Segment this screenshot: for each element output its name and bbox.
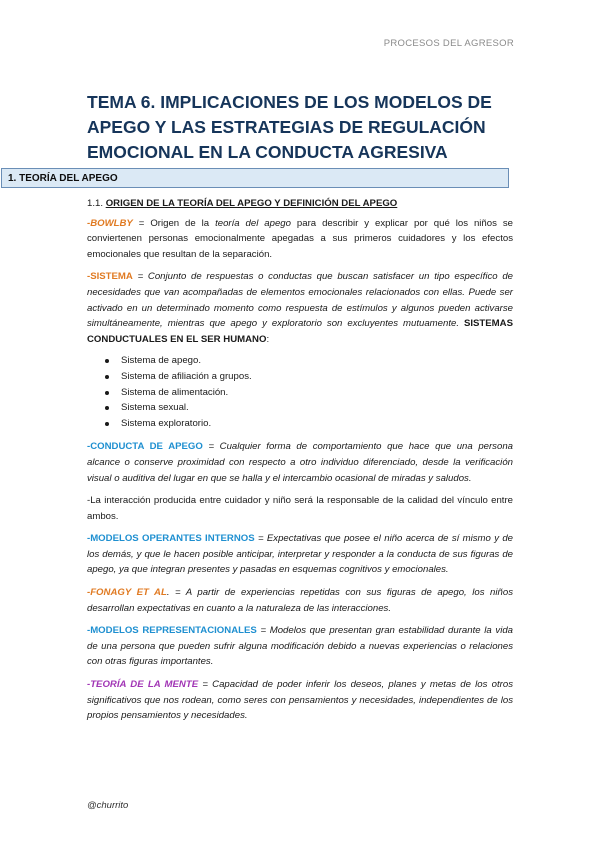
paragraph-teoria-mente [87, 677, 513, 724]
bowlby-text: para describir y explicar por qué los niños se conviertenen personas emocionalmente apegadas a sus primeros cuidadores y los efectos emocionales que resultan de la separación. [87, 217, 513, 260]
page-title: TEMA 6. IMPLICACIONES DE LOS MODELOS DE APEGO Y LAS ESTRATEGIAS DE REGULACIÓN EMOCIONAL EN LA CONDUCTA AGRESIVA [87, 92, 492, 162]
paragraph-modelos-operantes [87, 531, 513, 578]
list-item: Sistema de afiliación a grupos. [121, 369, 513, 385]
paragraph-sistema [87, 269, 513, 347]
bowlby-pre: = Origen de la [132, 217, 216, 229]
modelos-operantes-text: = Expectativas que posee el niño acerca de sí mismo y de los demás, y que le hacen posible anticipar, interpretar y responder a la conducta de sus figuras de apego, ya que integran presentes y pasadas en esquemas cognitivos y emocionales. [87, 533, 513, 576]
term-teoria-mente: -TEORÍA DE LA MENTE [87, 679, 199, 691]
fonagy-text: . = A partir de experiencias repetidas con sus figuras de apego, los niños desarrollan expectativas en cuanto a la naturaleza de las interacciones. [87, 587, 513, 614]
section-heading: 1. TEORÍA DEL APEGO [1, 168, 509, 188]
document-body [87, 196, 513, 731]
term-modelos-representacionales: -MODELOS REPRESENTACIONALES [87, 625, 257, 637]
systems-list [87, 353, 513, 431]
bowlby-emphasis: teoría del apego [215, 217, 291, 229]
subsection-number: 1.1. [87, 198, 104, 209]
conducta-text: = Cualquier forma de comportamiento que hace que una persona alcance o conserve proximidad con respecto a otro individuo diferenciado, desde la verificación visual o auditiva del lugar en que se halla y el intercambio ocasional de miradas y saludos. [87, 441, 513, 484]
paragraph-modelos-representacionales [87, 623, 513, 670]
term-sistema: -SISTEMA [87, 271, 133, 283]
teoria-mente-text: = Capacidad de poder inferir los deseos, planes y metas de los otros significativos que nos rodean, como seres con pensamientos y necesidades, independientes de los propios pensamientos y necesidades. [87, 679, 513, 722]
paragraph-bowlby [87, 216, 513, 263]
paragraph-interaccion: -La interacción producida entre cuidador y niño será la responsable de la calidad del vínculo entre ambos. [87, 495, 513, 522]
paragraph-conducta [87, 439, 513, 486]
paragraph-fonagy [87, 585, 513, 616]
term-bowlby: -BOWLBY [87, 217, 133, 229]
sistema-bold: SISTEMAS CONDUCTUALES EN EL SER HUMANO [87, 318, 513, 345]
sistema-text: = Conjunto de respuestas o conductas que buscan satisfacer un tipo específico de necesidades que van acompañadas de elementos emocionales relacionados con ellas. Puede ser activado en un determinado momento como respuesta de estímulos y algunos pueden activarse simultáneamente, mientras que apego y exploratorio son excluyentes mutuamente. [87, 271, 513, 330]
subsection-title: ORIGEN DE LA TEORÍA DEL APEGO Y DEFINICIÓN DEL APEGO [105, 198, 398, 209]
term-fonagy: -FONAGY ET AL [87, 587, 167, 599]
subsection-heading [87, 196, 513, 212]
sistema-colon: : [266, 333, 270, 345]
modelos-representacionales-text: = Modelos que presentan gran estabilidad durante la vida de una persona que pueden sufrir alguna modificación debido a nuevas experiencias o relaciones con otras figuras importantes. [87, 625, 513, 668]
term-modelos-operantes: -MODELOS OPERANTES INTERNOS [87, 533, 255, 545]
term-conducta-apego: -CONDUCTA DE APEGO [87, 441, 203, 453]
page-header: PROCESOS DEL AGRESOR [383, 38, 514, 49]
list-item: Sistema exploratorio. [121, 416, 513, 432]
list-item: Sistema de alimentación. [121, 385, 513, 401]
page-footer: @churrito [87, 800, 129, 811]
list-item: Sistema sexual. [121, 400, 513, 416]
list-item: Sistema de apego. [121, 353, 513, 369]
